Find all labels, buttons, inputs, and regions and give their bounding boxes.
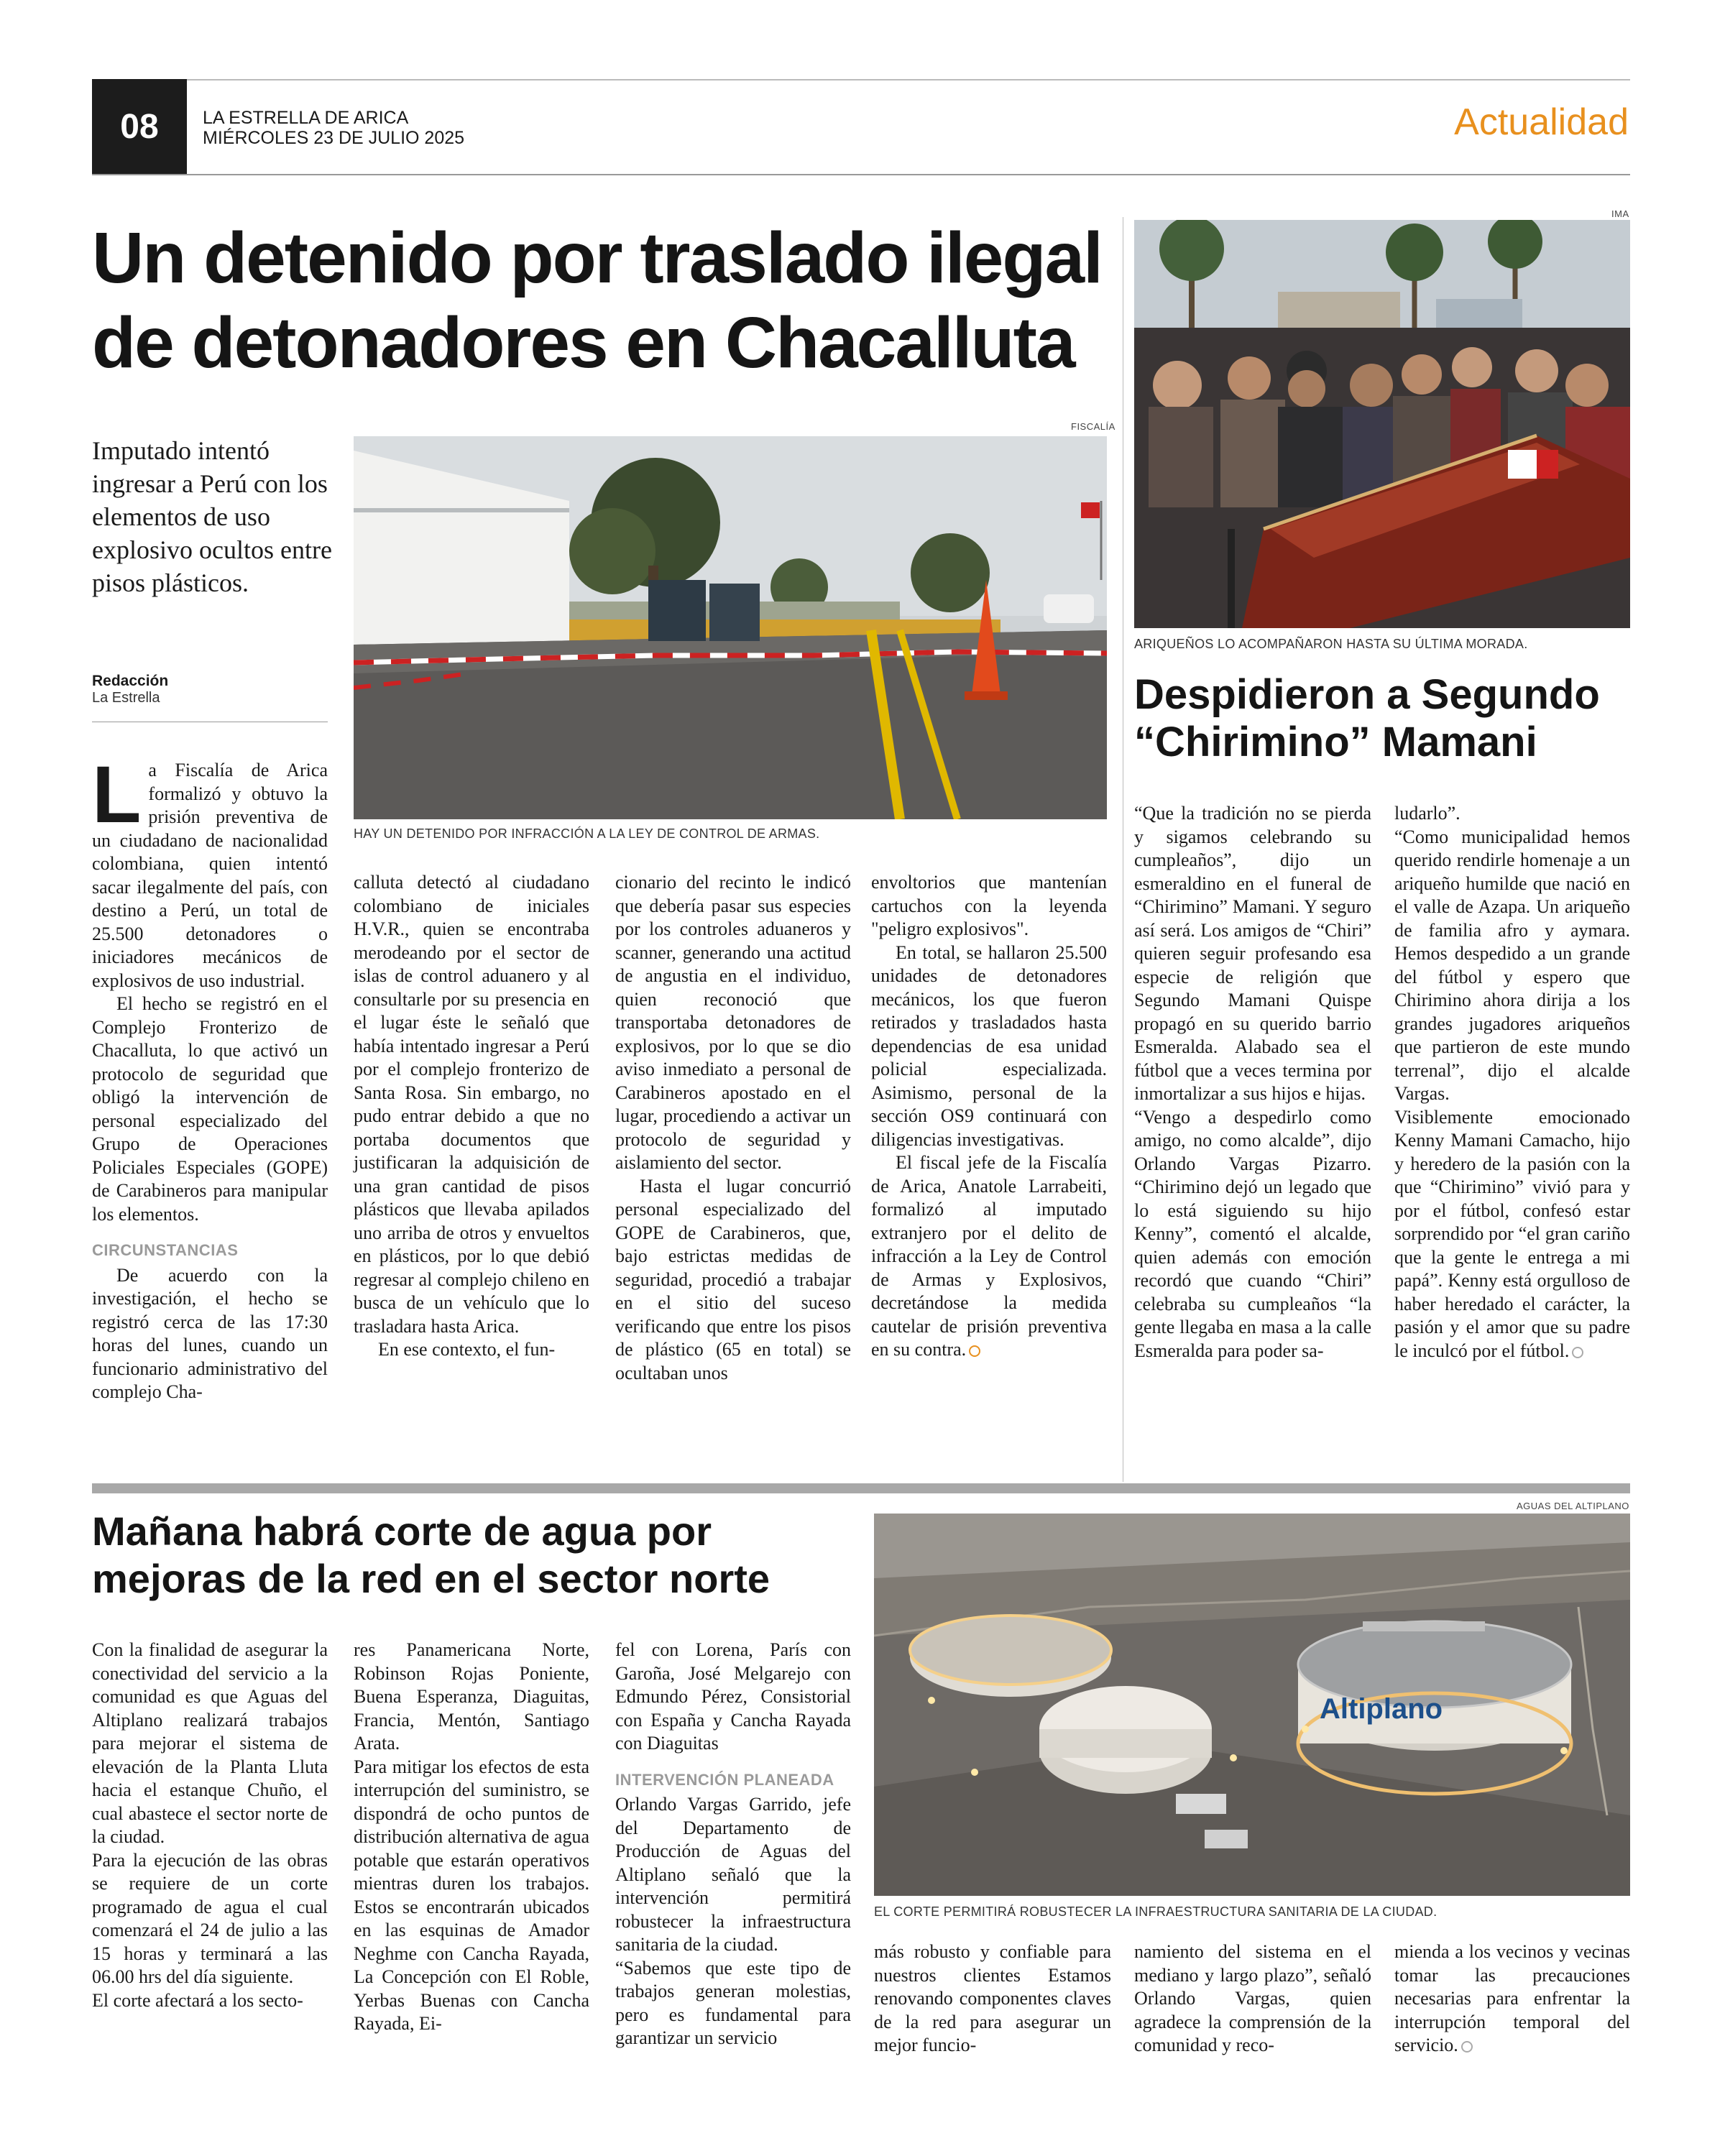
story3-col3-p1: fel con Lorena, París con Garoña, José Melgarejo con Edmundo Pérez, Consistorial con España y Cancha Rayada con Diaguitas: [615, 1639, 851, 1754]
story1-column-1: [92, 750, 328, 1404]
header-bottom-rule: [92, 174, 1630, 175]
story1-headline-line2: de detonadores en Chacalluta: [92, 303, 1075, 383]
story3-headline-line1: Mañana habrá corte de agua por: [92, 1508, 712, 1554]
story3-column-3: [615, 1639, 851, 2050]
story3-photo: [874, 1514, 1630, 1896]
story1-col2-p2: En ese contexto, el fun-: [378, 1339, 556, 1360]
story3-headline: [92, 1508, 854, 1603]
story3-column-5: [1134, 1940, 1371, 2058]
story1-kicker: CIRCUNSTANCIAS: [92, 1241, 239, 1259]
funeral-crowd-illustration: [1134, 220, 1630, 628]
publication-name: LA ESTRELLA DE ARICA: [203, 108, 409, 128]
story2-photo-caption: ARIQUEÑOS LO ACOMPAÑARON HASTA SU ÚLTIMA MORADA.: [1134, 637, 1528, 651]
story1-col4-p3: [871, 1151, 1107, 1362]
story1-headline: [92, 216, 1127, 385]
story1-col4-p2: En total, se hallaron 25.500 unidades de detonadores mecánicos, los que fueron retirados y trasladados hasta dependencias de esa unidad policial especializada. Asimismo, personal de la sección OS9 continuará con diligencias investigativas.: [871, 941, 1107, 1150]
story2-col2-p3-text: Visiblemente emocionado Kenny Mamani Camacho, hijo y heredero de la pasión con la que “Chirimino” vivió para y por el fútbol, confesó estar sorprendido por “el gran cariño que la gente le entrega a mi papá”. Kenny está orgulloso de haber heredado el carácter, la pasión y el amor que su padre le inculcó por el fútbol.: [1394, 1106, 1630, 1361]
byline-name: Redacción: [92, 673, 169, 689]
story2-column-1: [1134, 802, 1371, 1363]
dropcap: L: [92, 750, 142, 839]
story3-col1-p3: El corte afectará a los secto-: [92, 1989, 303, 2011]
story1-column-3: [615, 871, 851, 1385]
end-mark-icon: [1572, 1347, 1583, 1358]
story1-col1-p2: El hecho se registró en el Complejo Fronterizo de Chacalluta, lo que activó un protocolo de seguridad que obligó la intervención de personal especializado del Grupo de Operaciones Policiales Especiales (GOPE) de Carabineros para manipular los elementos.: [92, 993, 328, 1225]
story1-col4-p1: envoltorios que mantenían cartuchos con la leyenda "peligro explosivos".: [871, 872, 1107, 939]
byline-org: La Estrella: [92, 690, 160, 706]
story3-photo-caption: EL CORTE PERMITIRÁ ROBUSTECER LA INFRAESTRUCTURA SANITARIA DE LA CIUDAD.: [874, 1904, 1438, 1919]
story3-column-4: [874, 1940, 1111, 2058]
story2-headline-line1: Despidieron a Segundo: [1134, 671, 1600, 718]
story1-col2-p1: calluta detectó al ciudadano colombiano de iniciales H.V.R., quien se encontraba merodeando por el sector de islas de control aduanero y al consultarle por su presencia en el lugar éste le señaló que había intentado ingresar a Perú por el complejo fronterizo de Santa Rosa. Sin embargo, no pudo entrar debido a que no portaba documentos que justificaran la adquisición de una gran cantidad de pisos plásticos que llevaba apilados uno arriba de otros y envueltos en plásticos, por lo que debió regresar al complejo chileno en busca de un vehículo que lo trasladara hasta Arica.: [354, 872, 589, 1337]
section-divider: [92, 1483, 1630, 1493]
story2-col2-p1: ludarlo”.: [1394, 803, 1460, 824]
story3-col3-p3: “Sabemos que este tipo de trabajos generan molestias, pero es fundamental para garantizar un servicio: [615, 1957, 851, 2048]
story2-col1-p1: “Que la tradición no se pierda y sigamos celebrando su cumpleaños”, dijo un esmeraldino en el funeral de “Chirimino” Mamani. Y seguro así será. Los amigos de “Chiri” quieren seguir profesando esa especie de religión que Segundo Mamani Quispe propagó en su querido barrio Esmeralda. Alabado sea el fútbol que a veces termina por inmortalizar a sus hijos e hijas.: [1134, 803, 1371, 1104]
story3-col3-p2: Orlando Vargas Garrido, jefe del Departamento de Producción de Aguas del Altiplano señaló que la intervención permitirá robustecer la infraestructura sanitaria de la ciudad.: [615, 1794, 851, 1955]
story3-col4-p1: más robusto y confiable para nuestros clientes Estamos renovando componentes claves de la red para asegurar un mejor funcio-: [874, 1941, 1111, 2055]
story3-col2-p2: Para mitigar los efectos de esta interrupción del suministro, se dispondrá de ocho puntos de distribución alternativa de agua potable que estarán operativos mientras duren los trabajos. Estos se encontrarán ubicados en las esquinas de Amador Neghme con Cancha Rayada, La Concepción con El Roble, Yerbas Buenas con Cancha Rayada, Ei-: [354, 1756, 589, 2034]
story1-lede: Imputado intentó ingresar a Perú con los elementos de uso explosivo ocultos entre pisos plásticos.: [92, 436, 332, 597]
story3-col5-p1: namiento del sistema en el mediano y largo plazo”, señaló Orlando Vargas, quien agradece la comprensión de la comunidad y reco-: [1134, 1941, 1371, 2055]
end-mark-icon: [969, 1345, 980, 1357]
story1-byline: [92, 673, 168, 706]
story1-photo: [354, 436, 1107, 819]
story3-col6-p1: [1394, 1940, 1630, 2058]
story1-photo-caption: HAY UN DETENIDO POR INFRACCIÓN A LA LEY DE CONTROL DE ARMAS.: [354, 826, 820, 841]
story1-column-4: [871, 871, 1107, 1362]
story2-col1-p2: “Vengo a despedirlo como amigo, no como alcalde”, dijo Orlando Vargas Pizarro. “Chirimino dejó un legado que lo está siguiendo su hijo Kenny”, comentó el alcalde, quien además con emoción recordó que cuando “Chiri” celebraba su cumpleaños “la gente llegaba en masa a la calle Esmeralda para poder sa-: [1134, 1106, 1371, 1361]
story3-photo-credit: AGUAS DEL ALTIPLANO: [1517, 1501, 1629, 1511]
story2-col2-p3: [1394, 1106, 1630, 1363]
masthead: [203, 108, 464, 148]
tank-logo-text: Altiplano: [1320, 1693, 1443, 1725]
story1-col1-p1: [92, 750, 328, 992]
story2-photo: [1134, 220, 1630, 628]
story3-col1-p1: Con la finalidad de asegurar la conectividad del servicio a la comunidad es que Aguas del Altiplano realizará trabajos para mejorar el sistema de elevación de la Planta Lluta hacia el estanque Chuño, el cual abastece el sector norte de la ciudad.: [92, 1639, 328, 1847]
story3-col1-p2: Para la ejecución de las obras se requiere de un corte programado de agua el cual comenzará el 24 de julio a las 15 horas y terminará a las 06.00 hrs del día siguiente.: [92, 1849, 328, 1987]
story2-column-2: [1394, 802, 1630, 1363]
section-label: Actualidad: [1454, 101, 1629, 143]
story1-photo-credit: FISCALÍA: [1071, 421, 1116, 432]
border-checkpoint-illustration: [354, 436, 1107, 819]
story3-col6-p1-text: mienda a los vecinos y vecinas tomar las precauciones necesarias para enfrentar la interrupción temporal del servicio.: [1394, 1941, 1630, 2055]
page-number: 08: [92, 79, 187, 174]
story3-kicker: INTERVENCIÓN PLANEADA: [615, 1770, 834, 1789]
story3-col2-p1: res Panamericana Norte, Robinson Rojas Poniente, Buena Esperanza, Diaguitas, Francia, Mentón, Santiago Arata.: [354, 1639, 589, 1754]
story2-headline: [1134, 671, 1630, 766]
story1-headline-line1: Un detenido por traslado ilegal: [92, 218, 1102, 298]
header-top-rule: [92, 79, 1630, 80]
story1-col1-p1-text: a Fiscalía de Arica formalizó y obtuvo la prisión preventiva de un ciudadano de nacionalidad colombiana, quien intentó sacar ilegalmente del país, con destino a Perú, un total de 25.500 detonadores o iniciadores mecánicos de explosivos de uso industrial.: [92, 760, 328, 991]
story1-col3-p1: cionario del recinto le indicó que debería pasar sus especies por los controles aduaneros y scanner, generando una actitud de angustia en el individuo, quien reconoció que transportaba detonadores de explosivos, por lo que se dio aviso inmediato a personal de Carabineros apostado en el lugar, procediendo a activar un protocolo de seguridad y aislamiento del sector.: [615, 872, 851, 1173]
water-tanks-aerial-illustration: [874, 1514, 1630, 1896]
end-mark-icon: [1461, 2041, 1473, 2053]
story3-headline-line2: mejoras de la red en el sector norte: [92, 1556, 770, 1601]
story2-photo-credit: IMA: [1611, 208, 1629, 219]
story2-headline-line2: “Chirimino” Mamani: [1134, 719, 1537, 765]
publication-date: MIÉRCOLES 23 DE JULIO 2025: [203, 128, 465, 148]
story1-column-2: [354, 871, 589, 1362]
story2-col2-p2: “Como municipalidad hemos querido rendirle homenaje a un ariqueño humilde que nació en el valle de Azapa. Un ariqueño de familia afro y aymara. Hemos despedido a un grande del fútbol y espero que Chirimino ahora dirija a los grandes jugadores ariqueños que partieron de este mundo terrenal”, dijo el alcalde Vargas.: [1394, 826, 1630, 1104]
story1-col4-p3-text: El fiscal jefe de la Fiscalía de Arica, Anatole Larrabeiti, formalizó al imputado extranjero por el delito de infracción a la Ley de Control de Armas y Explosivos, decretándose la medida cautelar de prisión preventiva en su contra.: [871, 1152, 1107, 1360]
story1-col1-p3: De acuerdo con la investigación, el hecho se registró cerca de las 17:30 horas del lunes, cuando un funcionario administrativo del complejo Cha-: [92, 1264, 328, 1402]
story3-column-6: [1394, 1940, 1630, 2058]
story3-column-2: [354, 1639, 589, 2036]
story3-column-1: [92, 1639, 328, 2012]
story1-col3-p2: Hasta el lugar concurrió personal especializado del GOPE de Carabineros, que, bajo estrictas medidas de seguridad, procedió a trabajar en el sitio del suceso verificando que entre los pisos de plástico (65 en total) se ocultaban unos: [615, 1175, 851, 1383]
